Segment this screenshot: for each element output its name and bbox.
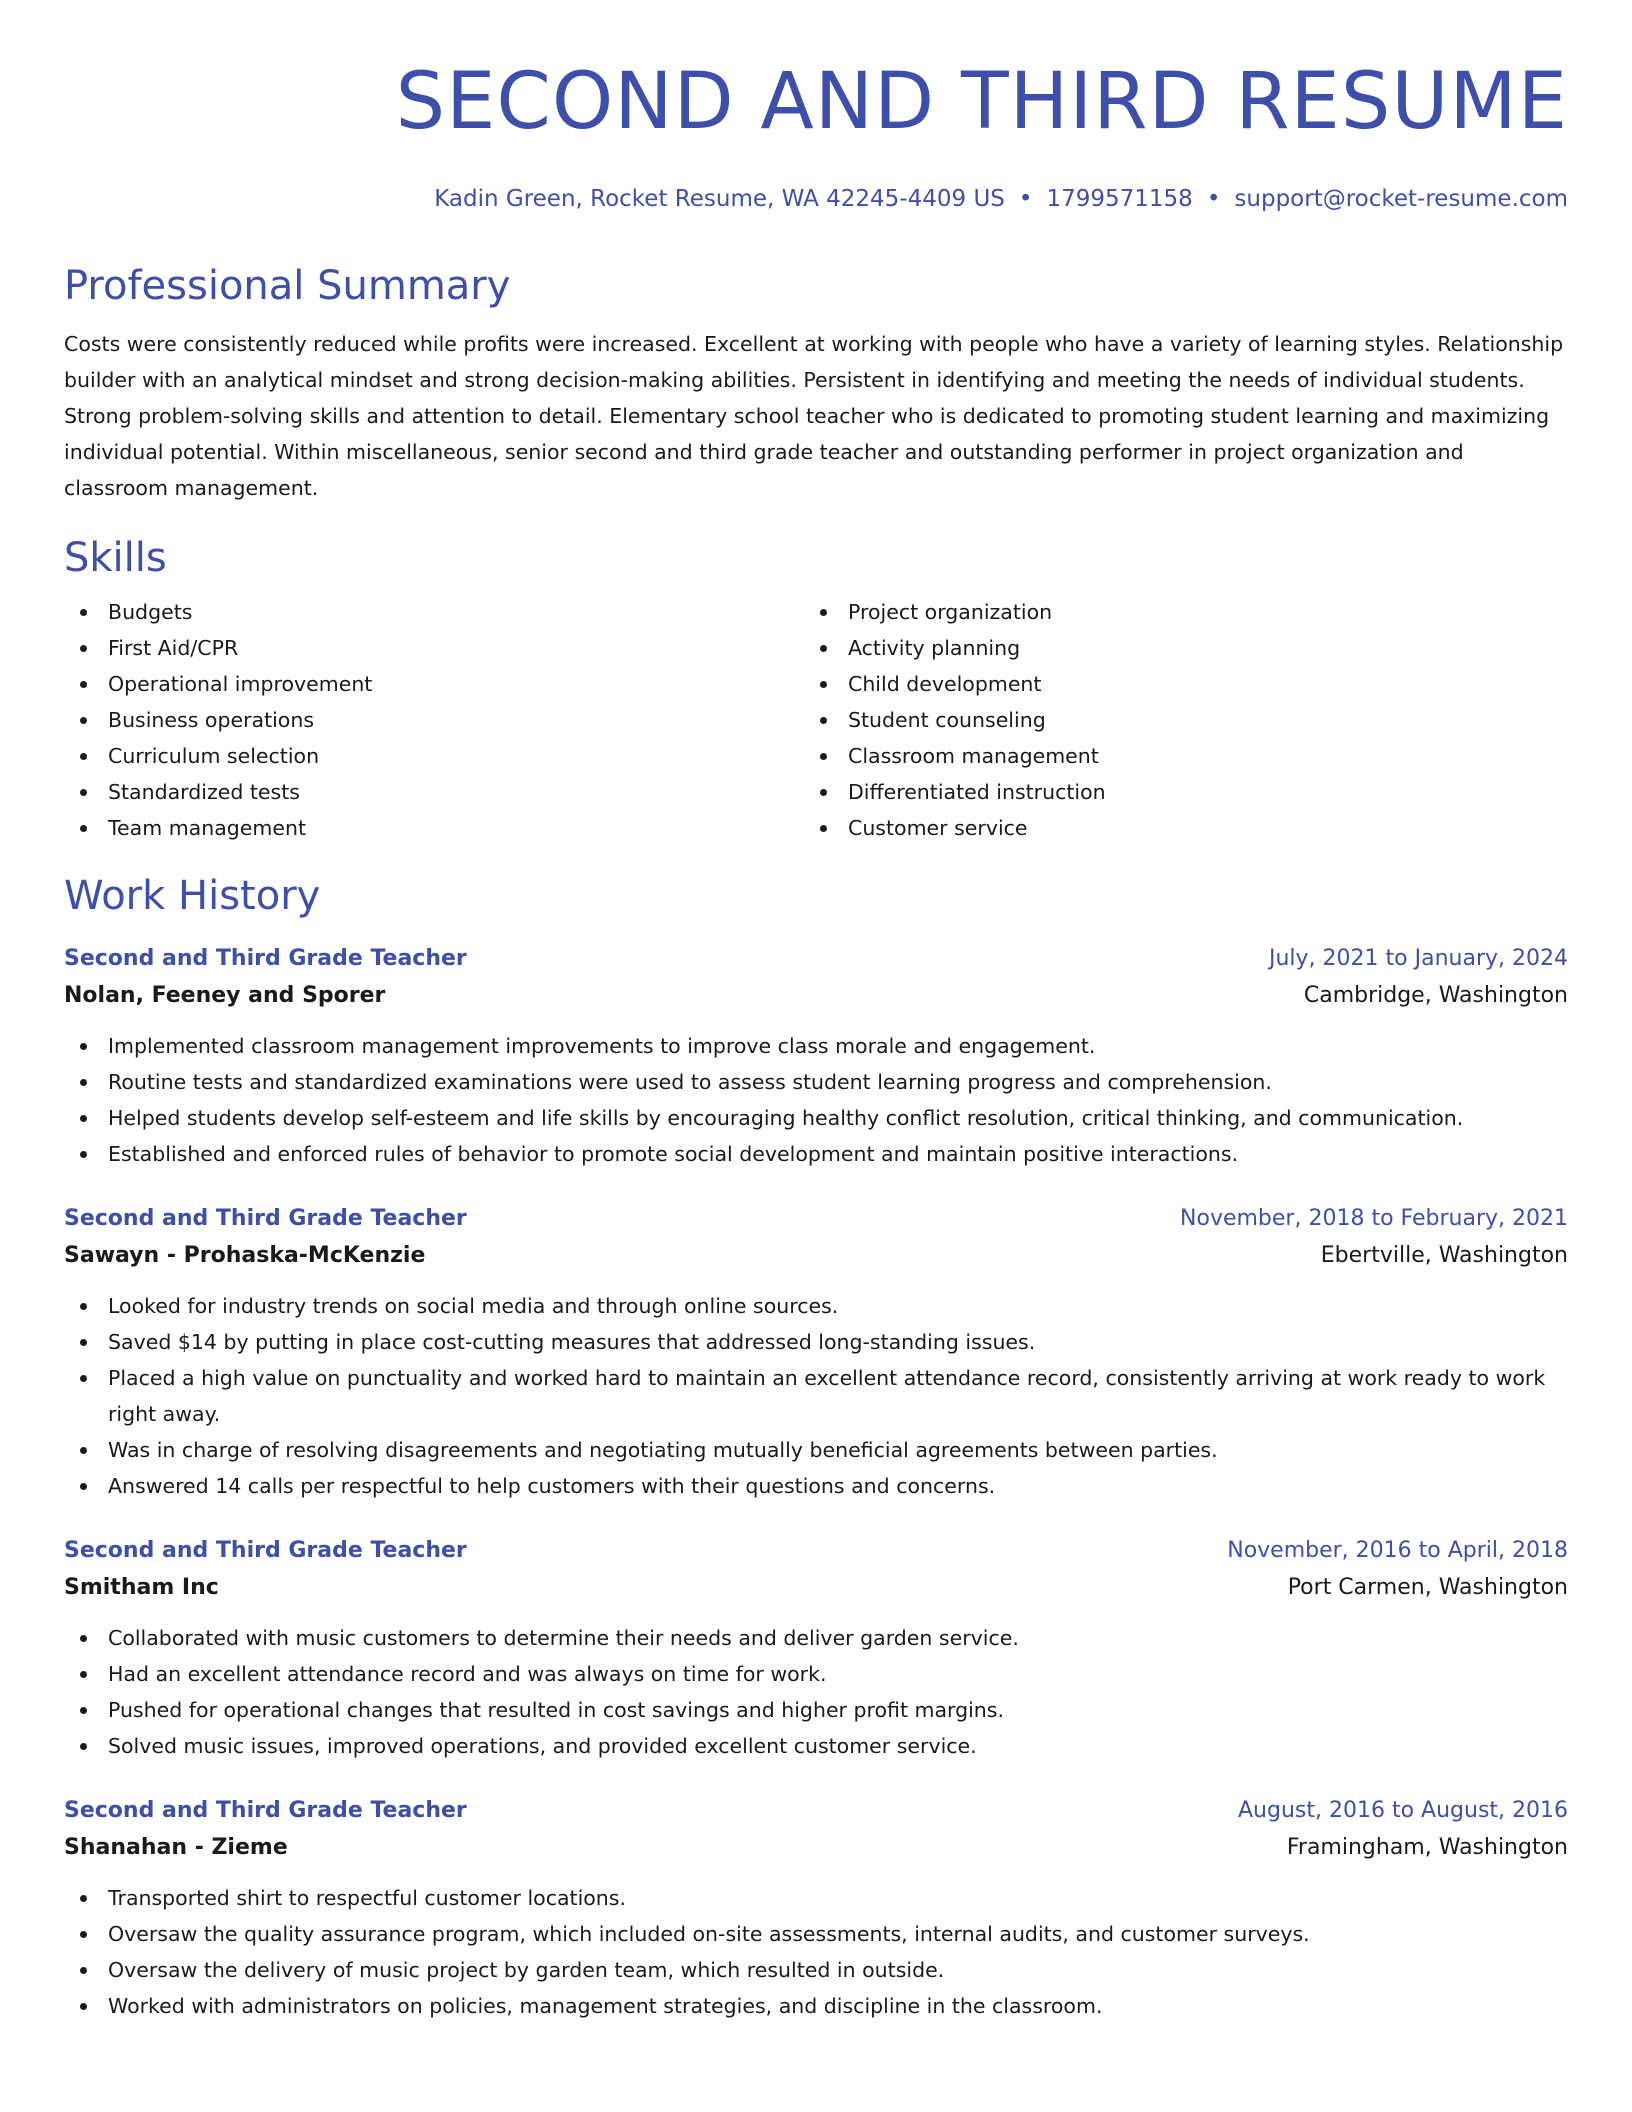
skill-item: Budgets: [64, 594, 804, 630]
job-duty: Placed a high value on punctuality and worked hard to maintain an excellent attendance record, consistently arriving at work ready to work right away.: [64, 1360, 1578, 1432]
job-duties-list: [64, 1028, 1568, 1172]
skill-item: Project organization: [804, 594, 1544, 630]
job-duty: Was in charge of resolving disagreements and negotiating mutually beneficial agreements between parties.: [64, 1432, 1578, 1468]
job-duty: Solved music issues, improved operations, and provided excellent customer service.: [64, 1728, 1578, 1764]
job-company-row: [64, 1236, 1568, 1276]
job-duty: Transported shirt to respectful customer locations.: [64, 1880, 1578, 1916]
job-duty: Had an excellent attendance record and was always on time for work.: [64, 1656, 1578, 1692]
skill-item: Student counseling: [804, 702, 1544, 738]
skills-heading: Skills: [64, 535, 167, 581]
job-header-row: [64, 942, 1568, 976]
job-entry: [64, 942, 1568, 1172]
skill-item: Team management: [64, 810, 804, 846]
job-entry: [64, 1794, 1568, 2024]
job-duties-list: [64, 1620, 1568, 1764]
job-duty: Pushed for operational changes that resulted in cost savings and higher profit margins.: [64, 1692, 1578, 1728]
skill-item: Activity planning: [804, 630, 1544, 666]
job-entry: [64, 1202, 1568, 1504]
skill-item: Differentiated instruction: [804, 774, 1544, 810]
job-duty: Oversaw the quality assurance program, which included on-site assessments, internal audits, and customer surveys.: [64, 1916, 1578, 1952]
skills-section: [64, 534, 1568, 846]
contact-line: [64, 184, 1568, 214]
summary-text: Costs were consistently reduced while profits were increased. Excellent at working with people who have a variety of learning styles. Relationship builder with an analytical mindset and strong decision-making abilities. Persistent in identifying and meeting the needs of individual students. Strong problem-solving skills and attention to detail. Elementary school teacher who is dedicated to promoting student learning and maximizing individual potential. Within miscellaneous, senior second and third grade teacher and outstanding performer in project organization and classroom management.: [64, 332, 1564, 500]
contact-separator: •: [1206, 186, 1221, 212]
skill-item: First Aid/CPR: [64, 630, 804, 666]
job-duty: Looked for industry trends on social media and through online sources.: [64, 1288, 1578, 1324]
job-header-row: [64, 1202, 1568, 1236]
job-duty: Implemented classroom management improvements to improve class morale and engagement.: [64, 1028, 1578, 1064]
job-header-row: [64, 1534, 1568, 1568]
job-duty: Worked with administrators on policies, management strategies, and discipline in the classroom.: [64, 1988, 1578, 2024]
job-company: Shanahan - Zieme: [64, 1835, 288, 1860]
job-location: Cambridge, Washington: [1303, 983, 1568, 1008]
contact-address: Kadin Green, Rocket Resume, WA 42245-4409 US: [434, 186, 1005, 212]
skill-item: Operational improvement: [64, 666, 804, 702]
resume-title: SECOND AND THIRD RESUME: [395, 57, 1568, 147]
job-company-row: [64, 976, 1568, 1016]
skill-item: Child development: [804, 666, 1544, 702]
job-duty: Answered 14 calls per respectful to help customers with their questions and concerns.: [64, 1468, 1578, 1504]
job-duty: Oversaw the delivery of music project by garden team, which resulted in outside.: [64, 1952, 1578, 1988]
job-duty: Collaborated with music customers to determine their needs and deliver garden service.: [64, 1620, 1578, 1656]
contact-email: support@rocket-resume.com: [1234, 186, 1568, 212]
contact-phone: 1799571158: [1046, 186, 1193, 212]
skills-column-left: [64, 594, 804, 846]
skill-item: Standardized tests: [64, 774, 804, 810]
job-duty: Established and enforced rules of behavior to promote social development and maintain positive interactions.: [64, 1136, 1578, 1172]
summary-heading: Professional Summary: [64, 263, 511, 309]
job-duty: Saved $14 by putting in place cost-cutting measures that addressed long-standing issues.: [64, 1324, 1578, 1360]
work-history-heading: Work History: [64, 873, 321, 919]
job-company-row: [64, 1568, 1568, 1608]
skill-item: Classroom management: [804, 738, 1544, 774]
job-title: Second and Third Grade Teacher: [64, 1206, 467, 1231]
job-location: Ebertville, Washington: [1320, 1243, 1568, 1268]
job-dates: July, 2021 to January, 2024: [1269, 946, 1568, 971]
job-header-row: [64, 1794, 1568, 1828]
job-duty: Helped students develop self-esteem and life skills by encouraging healthy conflict resolution, critical thinking, and communication.: [64, 1100, 1578, 1136]
job-company: Nolan, Feeney and Sporer: [64, 983, 386, 1008]
contact-separator: •: [1018, 186, 1033, 212]
job-dates: November, 2016 to April, 2018: [1227, 1538, 1568, 1563]
job-company: Sawayn - Prohaska-McKenzie: [64, 1243, 426, 1268]
job-company-row: [64, 1828, 1568, 1868]
skill-item: Business operations: [64, 702, 804, 738]
job-duty: Routine tests and standardized examinations were used to assess student learning progress and comprehension.: [64, 1064, 1578, 1100]
job-entry: [64, 1534, 1568, 1764]
job-location: Framingham, Washington: [1286, 1835, 1568, 1860]
job-duties-list: [64, 1288, 1568, 1504]
skills-column-right: [804, 594, 1544, 846]
skills-list-right: [804, 594, 1544, 846]
job-title: Second and Third Grade Teacher: [64, 1798, 467, 1823]
job-company: Smitham Inc: [64, 1575, 219, 1600]
skill-item: Curriculum selection: [64, 738, 804, 774]
job-duties-list: [64, 1880, 1568, 2024]
job-dates: August, 2016 to August, 2016: [1238, 1798, 1568, 1823]
skills-list-left: [64, 594, 804, 846]
summary-section: [64, 262, 1568, 506]
skills-columns: [64, 594, 1568, 846]
work-history-section: [64, 872, 1568, 2024]
job-location: Port Carmen, Washington: [1287, 1575, 1568, 1600]
job-title: Second and Third Grade Teacher: [64, 946, 467, 971]
skill-item: Customer service: [804, 810, 1544, 846]
job-dates: November, 2018 to February, 2021: [1180, 1206, 1568, 1231]
job-title: Second and Third Grade Teacher: [64, 1538, 467, 1563]
